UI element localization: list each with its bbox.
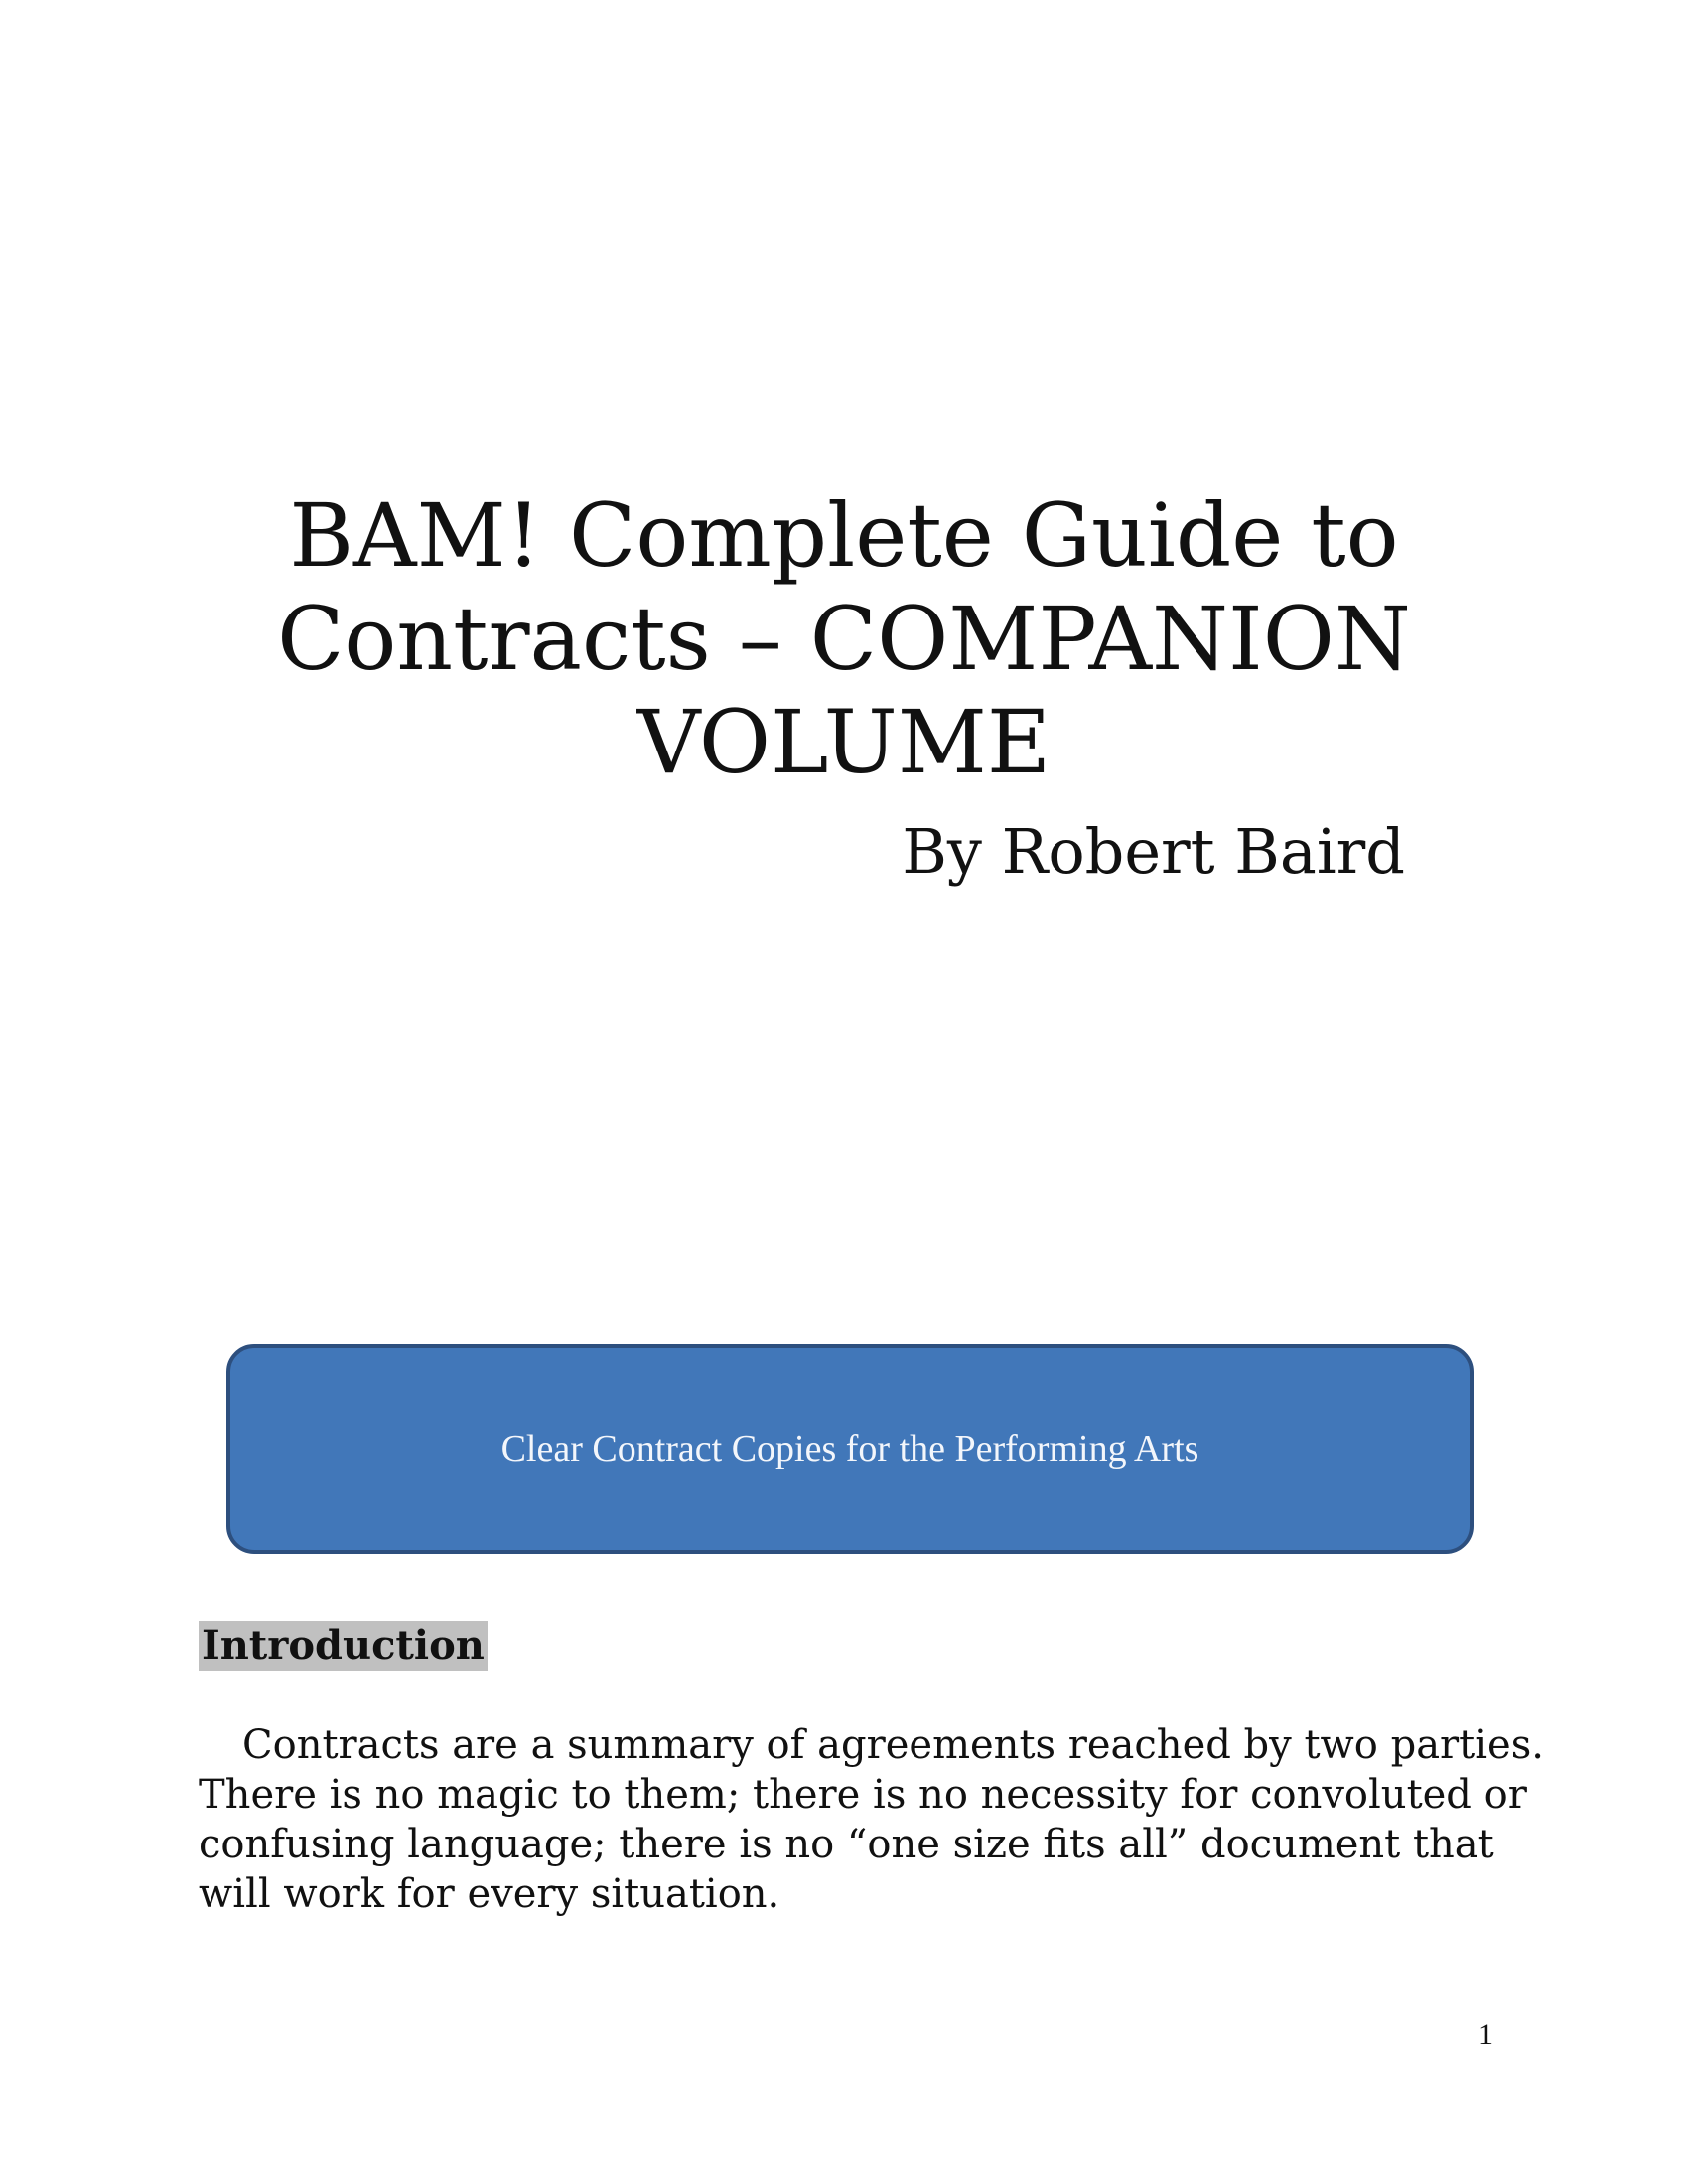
intro-line-4: will work for every situation. — [199, 1871, 780, 1917]
subtitle-banner — [226, 1344, 1474, 1554]
title-line-1: BAM! Complete Guide to — [289, 484, 1399, 587]
intro-line-3: confusing language; there is no “one size fits all” document that — [199, 1822, 1494, 1867]
title-line-2: Contracts – COMPANION — [277, 588, 1411, 690]
intro-line-2: There is no magic to them; there is no necessity for convoluted or — [199, 1772, 1527, 1818]
page-number: 1 — [1478, 2018, 1493, 2051]
banner-text: Clear Contract Copies for the Performing Arts — [500, 1428, 1199, 1470]
section-heading-introduction: Introduction — [199, 1621, 488, 1671]
title-line-3: VOLUME — [636, 691, 1052, 793]
author-byline: By Robert Baird — [902, 815, 1405, 887]
intro-line-1: Contracts are a summary of agreements reached by two parties. — [242, 1722, 1544, 1768]
document-title — [149, 484, 1539, 794]
intro-paragraph — [199, 1720, 1544, 1919]
